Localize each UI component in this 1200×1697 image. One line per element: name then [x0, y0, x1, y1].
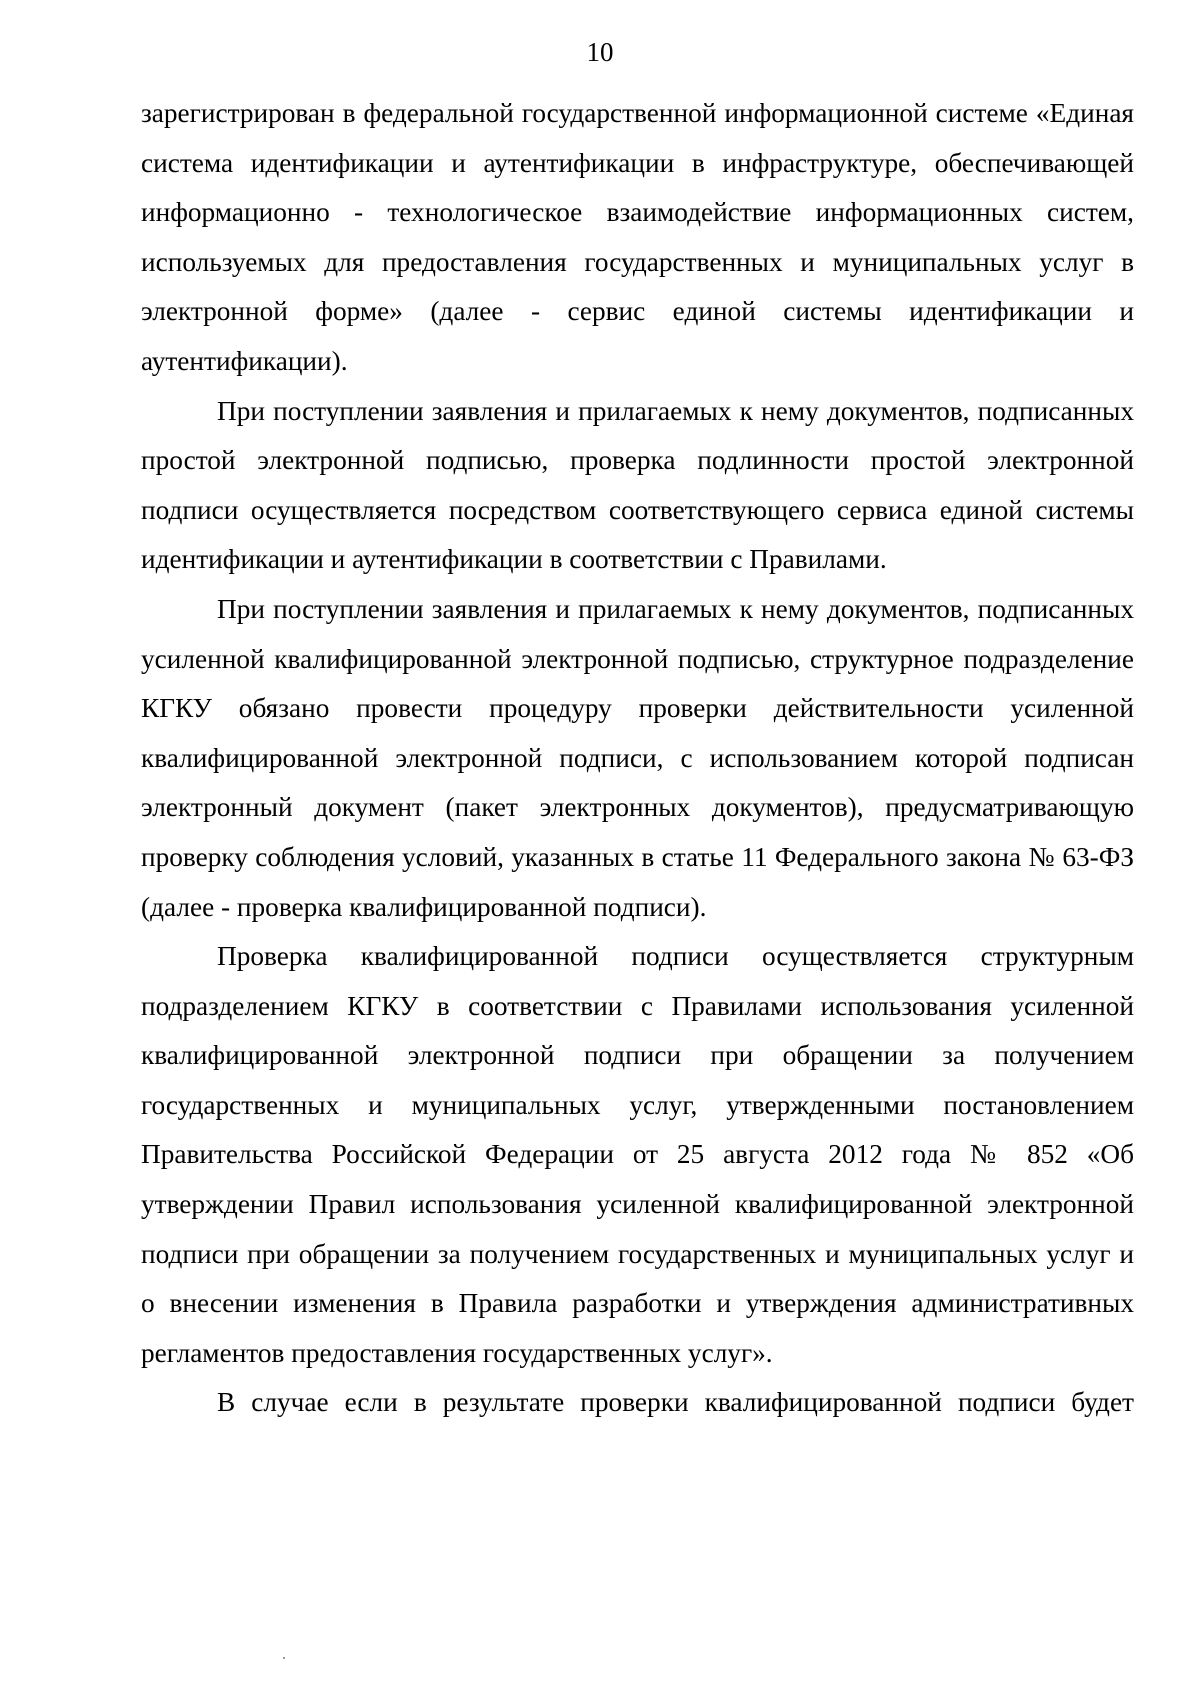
paragraph-simple-signature: При поступлении заявления и прилагаемых к нему документов, подписанных простой электронной подписью, проверка подлинности простой электронной подписи осуществляется посредством соответствующего сервиса единой системы идентификации и аутентификации в соответствии с Правилами. — [141, 395, 1134, 575]
paragraph-continuation: зарегистрирован в федеральной государственной информационной системе «Единая система идентификации и аутентификации в инфраструктуре, обеспечивающей информационно - технологическое взаимодействие информационных систем, используемых для предоставления государственных и муниципальных услуг в электронной форме» (далее - сервис единой системы идентификации и аутентификации). — [141, 98, 1134, 376]
document-body — [141, 89, 1134, 1428]
scan-speck — [283, 1657, 285, 1659]
paragraph-qualified-signature: При поступлении заявления и прилагаемых к нему документов, подписанных усиленной квалифицированной электронной подписью, структурное подразделение КГКУ обязано провести процедуру проверки действительности усиленной квалифицированной электронной подписи, с использованием которой подписан электронный документ (пакет электронных документов), предусматривающую проверку соблюдения условий, указанных в статье 11 Федерального закона № 63-ФЗ (далее - проверка квалифицированной подписи). — [141, 593, 1134, 922]
paragraph-verification-rules: Проверка квалифицированной подписи осуществляется структурным подразделением КГКУ в соответствии с Правилами использования усиленной квалифицированной электронной подписи при обращении за получением государственных и муниципальных услуг, утвержденными постановлением Правительства Российской Федерации от 25 августа 2012 года № 852 «Об утверждении Правил использования усиленной квалифицированной электронной подписи при обращении за получением государственных и муниципальных услуг и о внесении изменения в Правила разработки и утверждения административных регламентов предоставления государственных услуг». — [141, 941, 1134, 1368]
paragraph-verification-result: В случае если в результате проверки квалифицированной подписи будет — [217, 1387, 1134, 1418]
page-number: 10 — [586, 37, 614, 67]
